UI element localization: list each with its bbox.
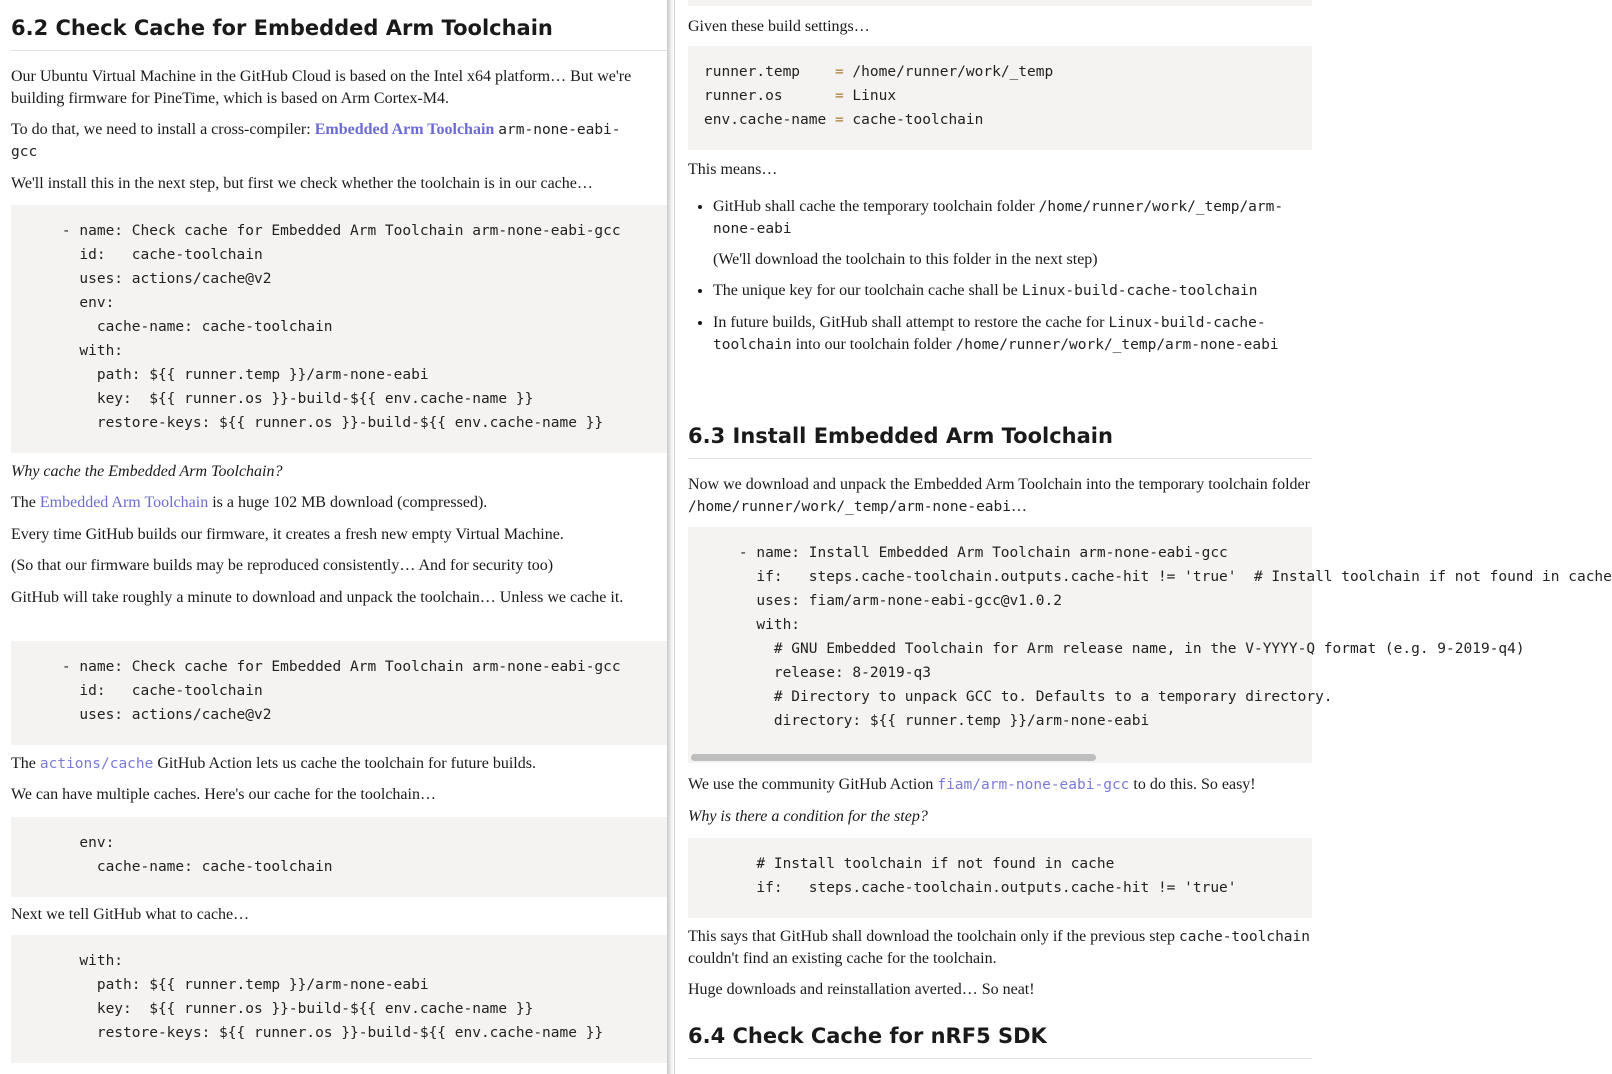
code-block-install-toolchain-wrapper[interactable] (688, 527, 1612, 763)
setting-value: Linux (852, 88, 897, 104)
list-item (713, 280, 1312, 302)
text: GitHub shall cache the temporary toolchain folder (713, 198, 1039, 215)
subheading-why-condition (688, 806, 1312, 828)
paragraph-what-to-cache: Next we tell GitHub what to cache… (11, 906, 250, 923)
paragraph-install-next-step: We'll install this in the next step, but first we check whether the toolchain is in our cache… (11, 175, 593, 192)
code-block-check-cache: - name: Check cache for Embedded Arm Toolchain arm-none-eabi-gcc id: cache-toolchain uses: actions/cache@v2 env: cache-name: cache-toolchain with: path: ${{ runner.temp }}/arm-none-eabi key: ${{ runner.os }}-build-${{ env.cache-name }} restore-keys: ${{ runner.os }}-build-${{ env.cache-name }} (11, 205, 667, 453)
link-embedded-arm-toolchain-2[interactable]: Embedded Arm Toolchain (39, 494, 209, 511)
text: … (1011, 498, 1028, 515)
code-block-condition: # Install toolchain if not found in cache if: steps.cache-toolchain.outputs.cache-hit != 'true' (688, 838, 1312, 918)
paragraph-download-unpack (688, 474, 1312, 518)
link-fiam-arm-none-eabi-gcc[interactable]: fiam/arm-none-eabi-gcc (937, 777, 1130, 793)
paragraph-ubuntu-vm: Our Ubuntu Virtual Machine in the GitHub Cloud is based on the Intel x64 platform… But we're building firmware for PineTime, which is based on Arm Cortex-M4. (11, 68, 632, 107)
list-item (713, 312, 1312, 356)
text: In future builds, GitHub shall attempt to restore the cache for (713, 314, 1109, 331)
equals-sign: = (834, 112, 844, 128)
setting-env-cache-name (704, 112, 983, 128)
paragraph-this-means: This means… (688, 161, 778, 178)
setting-key: runner.os (704, 88, 835, 104)
setting-key: runner.temp (704, 64, 835, 80)
inline-code: /home/runner/work/_temp/arm-none-eabi (955, 337, 1279, 353)
pane-divider[interactable] (667, 0, 675, 1074)
scrollbar-thumb[interactable] (691, 754, 1096, 761)
setting-value: /home/runner/work/_temp (852, 64, 1054, 80)
text: The (11, 494, 40, 511)
paragraph-only-if (688, 926, 1312, 970)
text: Why cache the Embedded Arm Toolchain? (11, 463, 283, 480)
bullet-note: (We'll download the toolchain to this folder in the next step) (713, 251, 1098, 268)
text: The (11, 755, 40, 772)
text: This says that GitHub shall download the toolchain only if the previous step (688, 928, 1180, 945)
list-item (713, 196, 1312, 271)
text: is a huge 102 MB download (compressed). (208, 494, 488, 511)
code-block-cache-step: - name: Check cache for Embedded Arm Toolchain arm-none-eabi-gcc id: cache-toolchain uses: actions/cache@v2 (11, 641, 667, 745)
code-block-env: env: cache-name: cache-toolchain (11, 817, 667, 897)
code-block-with: with: path: ${{ runner.temp }}/arm-none-eabi key: ${{ runner.os }}-build-${{ env.cache-name }} restore-keys: ${{ runner.os }}-build-${{ env.cache-name }} (11, 935, 667, 1063)
heading-6-4: 6.4 Check Cache for nRF5 SDK (688, 1022, 1312, 1059)
paragraph-multiple-caches: We can have multiple caches. Here's our cache for the toolchain… (11, 786, 436, 803)
setting-key: env.cache-name (704, 112, 835, 128)
setting-value: cache-toolchain (852, 112, 984, 128)
text: Why is there a condition for the step? (688, 808, 928, 825)
text: GitHub Action lets us cache the toolchain for future builds. (153, 755, 536, 772)
text: couldn't find an existing cache for the toolchain. (688, 950, 997, 967)
link-embedded-arm-toolchain[interactable]: Embedded Arm Toolchain (314, 121, 495, 138)
inline-code: cache-toolchain (1179, 929, 1310, 945)
right-article-pane (675, 0, 1612, 1074)
setting-runner-temp (704, 64, 1053, 80)
paragraph-huge-download (11, 492, 667, 514)
code-block-install-toolchain: - name: Install Embedded Arm Toolchain arm-none-eabi-gcc if: steps.cache-toolchain.outputs.cache-hit != 'true' # Install toolchain if not found in cache uses: fiam/arm-none-eabi-gcc@v1.0.2 with: # GNU Embedded Toolchain for Arm release name, in the V-YYYY-Q format (e.g. 9-2019-q4) release: 8-2019-q3 # Directory to unpack GCC to. Defaults to a temporary directory. directory: ${{ runner.temp }}/arm-none-eabi (688, 527, 1312, 751)
paragraph-roughly-minute: GitHub will take roughly a minute to download and unpack the toolchain… Unless we cache it. (11, 589, 624, 606)
setting-runner-os (704, 88, 896, 104)
subheading-why-cache (11, 461, 667, 483)
heading-6-2: 6.2 Check Cache for Embedded Arm Toolchain (11, 14, 667, 51)
text: We use the community GitHub Action (688, 776, 938, 793)
inline-code: /home/runner/work/_temp/arm-none-eabi (688, 499, 1012, 515)
text: To do that, we need to install a cross-compiler: (11, 121, 315, 138)
paragraph-community-action (688, 774, 1312, 796)
inline-code: Linux-build-cache-toolchain (713, 315, 1266, 353)
inline-code-arm-none-eabi-gcc: arm-none-eabi-gcc (11, 122, 621, 160)
link-actions-cache[interactable]: actions/cache (39, 756, 154, 772)
text: into our toolchain folder (791, 336, 956, 353)
left-article-pane (0, 0, 667, 1074)
text: to do this. So easy! (1129, 776, 1256, 793)
inline-code: Linux-build-cache-toolchain (1021, 283, 1258, 299)
equals-sign: = (834, 64, 844, 80)
paragraph-actions-cache (11, 753, 667, 775)
paragraph-reproduced: (So that our firmware builds may be reproduced consistently… And for security too) (11, 557, 554, 574)
bullet-list-means (688, 196, 1312, 356)
code-block-top-edge (688, 0, 1312, 6)
paragraph-fresh-vm: Every time GitHub builds our firmware, it creates a fresh new empty Virtual Machine. (11, 526, 564, 543)
paragraph-cross-compiler (11, 119, 637, 163)
equals-sign: = (834, 88, 844, 104)
text: Now we download and unpack the Embedded Arm Toolchain into the temporary toolchain folder (688, 476, 1310, 493)
inline-code: /home/runner/work/_temp/arm-none-eabi (713, 199, 1284, 237)
paragraph-so-neat: Huge downloads and reinstallation averted… So neat! (688, 981, 1035, 998)
horizontal-scrollbar[interactable] (688, 751, 1312, 763)
text: The unique key for our toolchain cache shall be (713, 282, 1022, 299)
code-block-build-settings (688, 46, 1312, 150)
paragraph-given-settings: Given these build settings… (688, 18, 870, 35)
heading-6-3: 6.3 Install Embedded Arm Toolchain (688, 422, 1312, 459)
